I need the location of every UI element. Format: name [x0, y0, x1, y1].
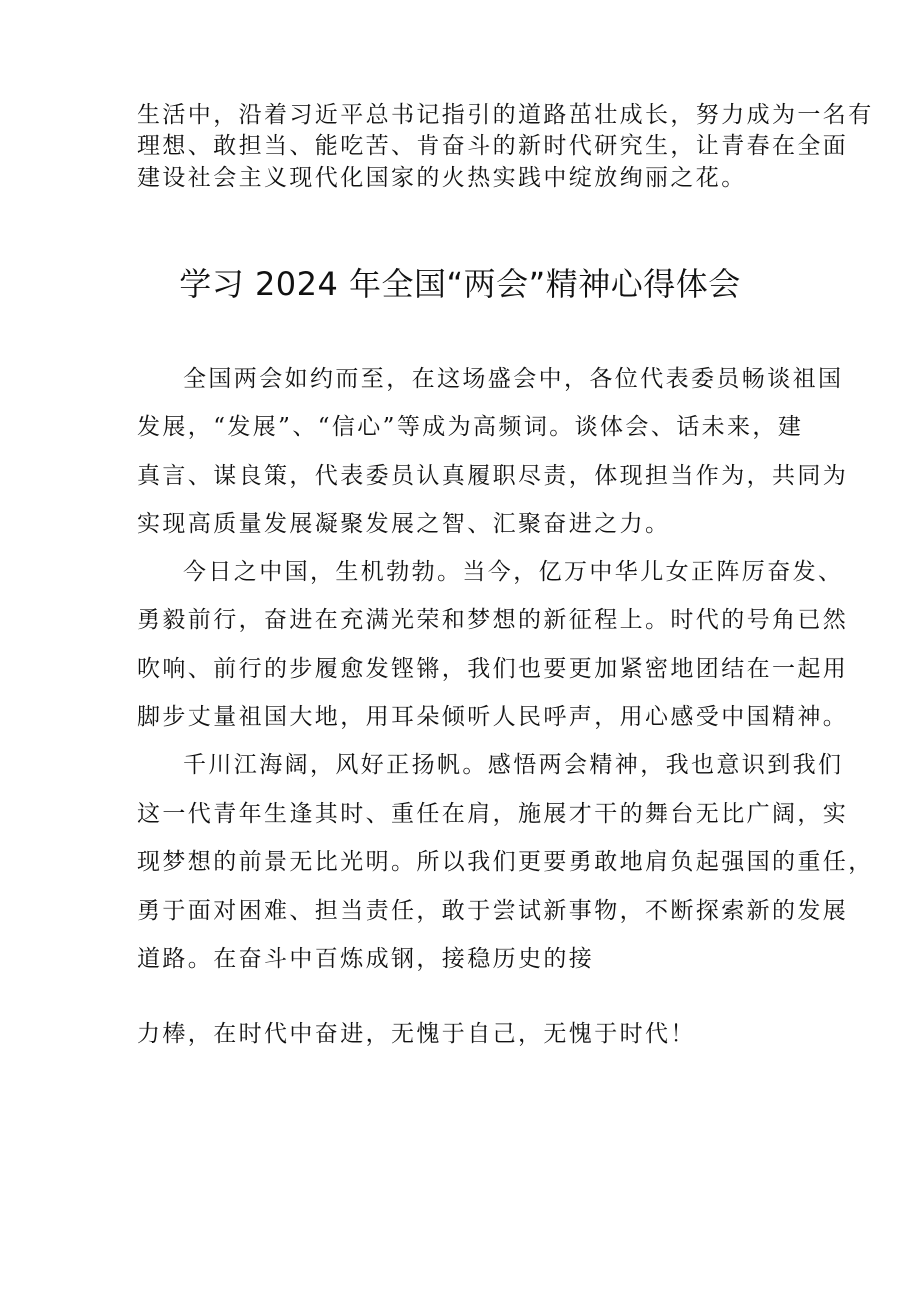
paragraph-3-line-2: 这一代青年生逢其时、重任在肩，施展才干的舞台无比广阔，实 [137, 801, 849, 827]
paragraph-3-line-1: 千川江海阔，风好正扬帆。感悟两会精神，我也意识到我们 [183, 752, 844, 778]
paragraph-3-line-3: 现梦想的前景无比光明。所以我们更要勇敢地肩负起强国的重任， [137, 849, 874, 875]
intro-line-3: 建设社会主义现代化国家的火热实践中绽放绚丽之花。 [137, 165, 747, 191]
paragraph-2-line-4: 脚步丈量祖国大地，用耳朵倾听人民呼声，用心感受中国精神。 [137, 704, 849, 730]
document-title: 学习 2024 年全国“两会”精神心得体会 [179, 265, 741, 303]
paragraph-2-line-3: 吹响、前行的步履愈发铿锵，我们也要更加紧密地团结在一起用 [137, 656, 849, 682]
paragraph-1-line-2: 发展，“发展”、“信心”等成为高频词。谈体会、话未来，建 [137, 414, 804, 440]
closing-line: 力棒，在时代中奋进，无愧于自己，无愧于时代！ [137, 1021, 696, 1047]
paragraph-3-line-5: 道路。在奋斗中百炼成钢，接稳历史的接 [137, 946, 595, 972]
paragraph-1-line-1: 全国两会如约而至，在这场盛会中，各位代表委员畅谈祖国 [183, 366, 844, 392]
paragraph-2-line-2: 勇毅前行，奋进在充满光荣和梦想的新征程上。时代的号角已然 [137, 607, 849, 633]
paragraph-1-line-3: 真言、谋良策，代表委员认真履职尽责，体现担当作为，共同为 [137, 463, 849, 489]
intro-line-2: 理想、敢担当、能吃苦、肯奋斗的新时代研究生，让青春在全面 [137, 133, 849, 159]
intro-line-1: 生活中，沿着习近平总书记指引的道路茁壮成长，努力成为一名有 [137, 102, 874, 128]
paragraph-2-line-1: 今日之中国，生机勃勃。当今，亿万中华儿女正阵厉奋发、 [183, 559, 844, 585]
paragraph-3-line-4: 勇于面对困难、担当责任，敢于尝试新事物，不断探索新的发展 [137, 898, 849, 924]
paragraph-1-line-4: 实现高质量发展凝聚发展之智、汇聚奋进之力。 [137, 511, 671, 537]
